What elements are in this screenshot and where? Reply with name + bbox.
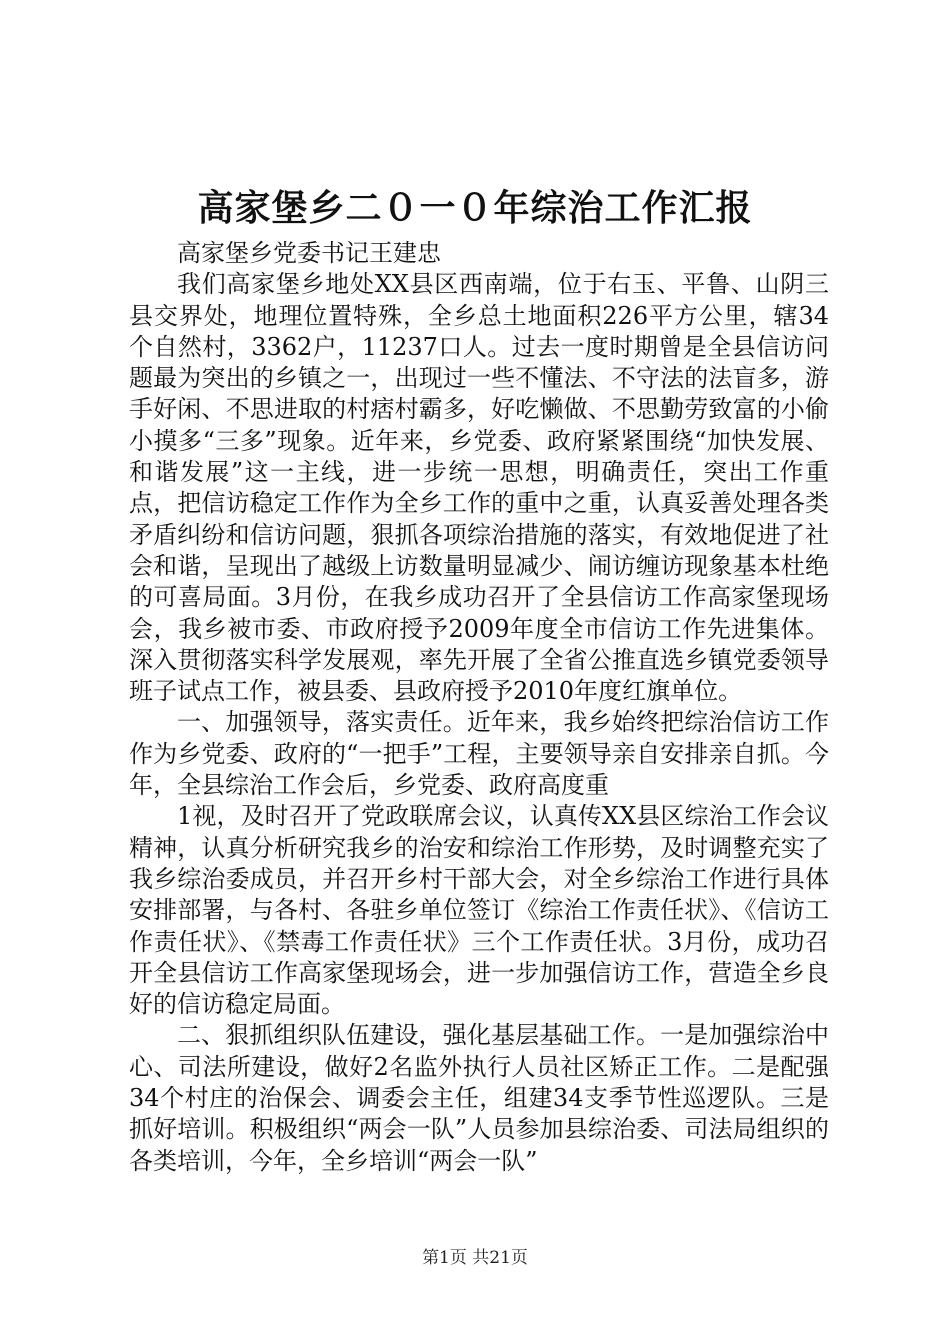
document-title: 高家堡乡二０一０年综治工作汇报: [197, 187, 753, 229]
paragraph-leadership-cont: 1视，及时召开了党政联席会议，认真传XX县区综治工作会议精神，认真分析研究我乡的治安和综治工作形势，及时调整充实了我乡综治委成员，并召开乡村干部大会，对全乡综治工作进行具体安排部署，与各村、各驻乡单位签订《综治工作责任状》、《信访工作责任状》、《禁毒工作责任状》三个工作责任状。3月份，成功召开全县信访工作高家堡现场会，进一步加强信访工作，营造全乡良好的信访稳定局面。: [129, 802, 829, 1019]
page-number: 第1页 共21页: [422, 1248, 528, 1268]
paragraph-organization: 二、狠抓组织队伍建设，强化基层基础工作。一是加强综治中心、司法所建设，做好2名监外执行人员社区矫正工作。二是配强34个村庄的治保会、调委会主任，组建34支季节性巡逻队。三是抓好培训。积极组织“两会一队”人员参加县综治委、司法局组织的各类培训，今年，全乡培训“两会一队”: [129, 1021, 829, 1175]
paragraph-intro: 我们高家堡乡地处XX县区西南端，位于右玉、平鲁、山阴三县交界处，地理位置特殊，全乡总土地面积226平方公里，辖34个自然村，3362户，11237口人。过去一度时期曾是全县信访问题最为突出的乡镇之一，出现过一些不懂法、不守法的法盲多，游手好闲、不思进取的村痞村霸多，好吃懒做、不思勤劳致富的小偷小摸多“三多”现象。近年来，乡党委、政府紧紧围绕“加快发展、和谐发展”这一主线，进一步统一思想，明确责任，突出工作重点，把信访稳定工作作为全乡工作的重中之重，认真妥善处理各类矛盾纠纷和信访问题，狠抓各项综治措施的落实，有效地促进了社会和谐，呈现出了越级上访数量明显减少、闹访缠访现象基本杜绝的可喜局面。3月份，在我乡成功召开了全县信访工作高家堡现场会，我乡被市委、市政府授予2009年度全市信访工作先进集体。深入贯彻落实科学发展观，率先开展了全省公推直选乡镇党委领导班子试点工作，被县委、县政府授予2010年度红旗单位。: [129, 270, 829, 706]
paragraph-leadership: 一、加强领导，落实责任。近年来，我乡始终把综治信访工作作为乡党委、政府的“一把手”工程，主要领导亲自安排亲自抓。今年，全县综治工作会后，乡党委、政府高度重: [129, 708, 829, 800]
author-line: 高家堡乡党委书记王建忠: [177, 239, 441, 267]
document-body: [129, 238, 829, 1177]
